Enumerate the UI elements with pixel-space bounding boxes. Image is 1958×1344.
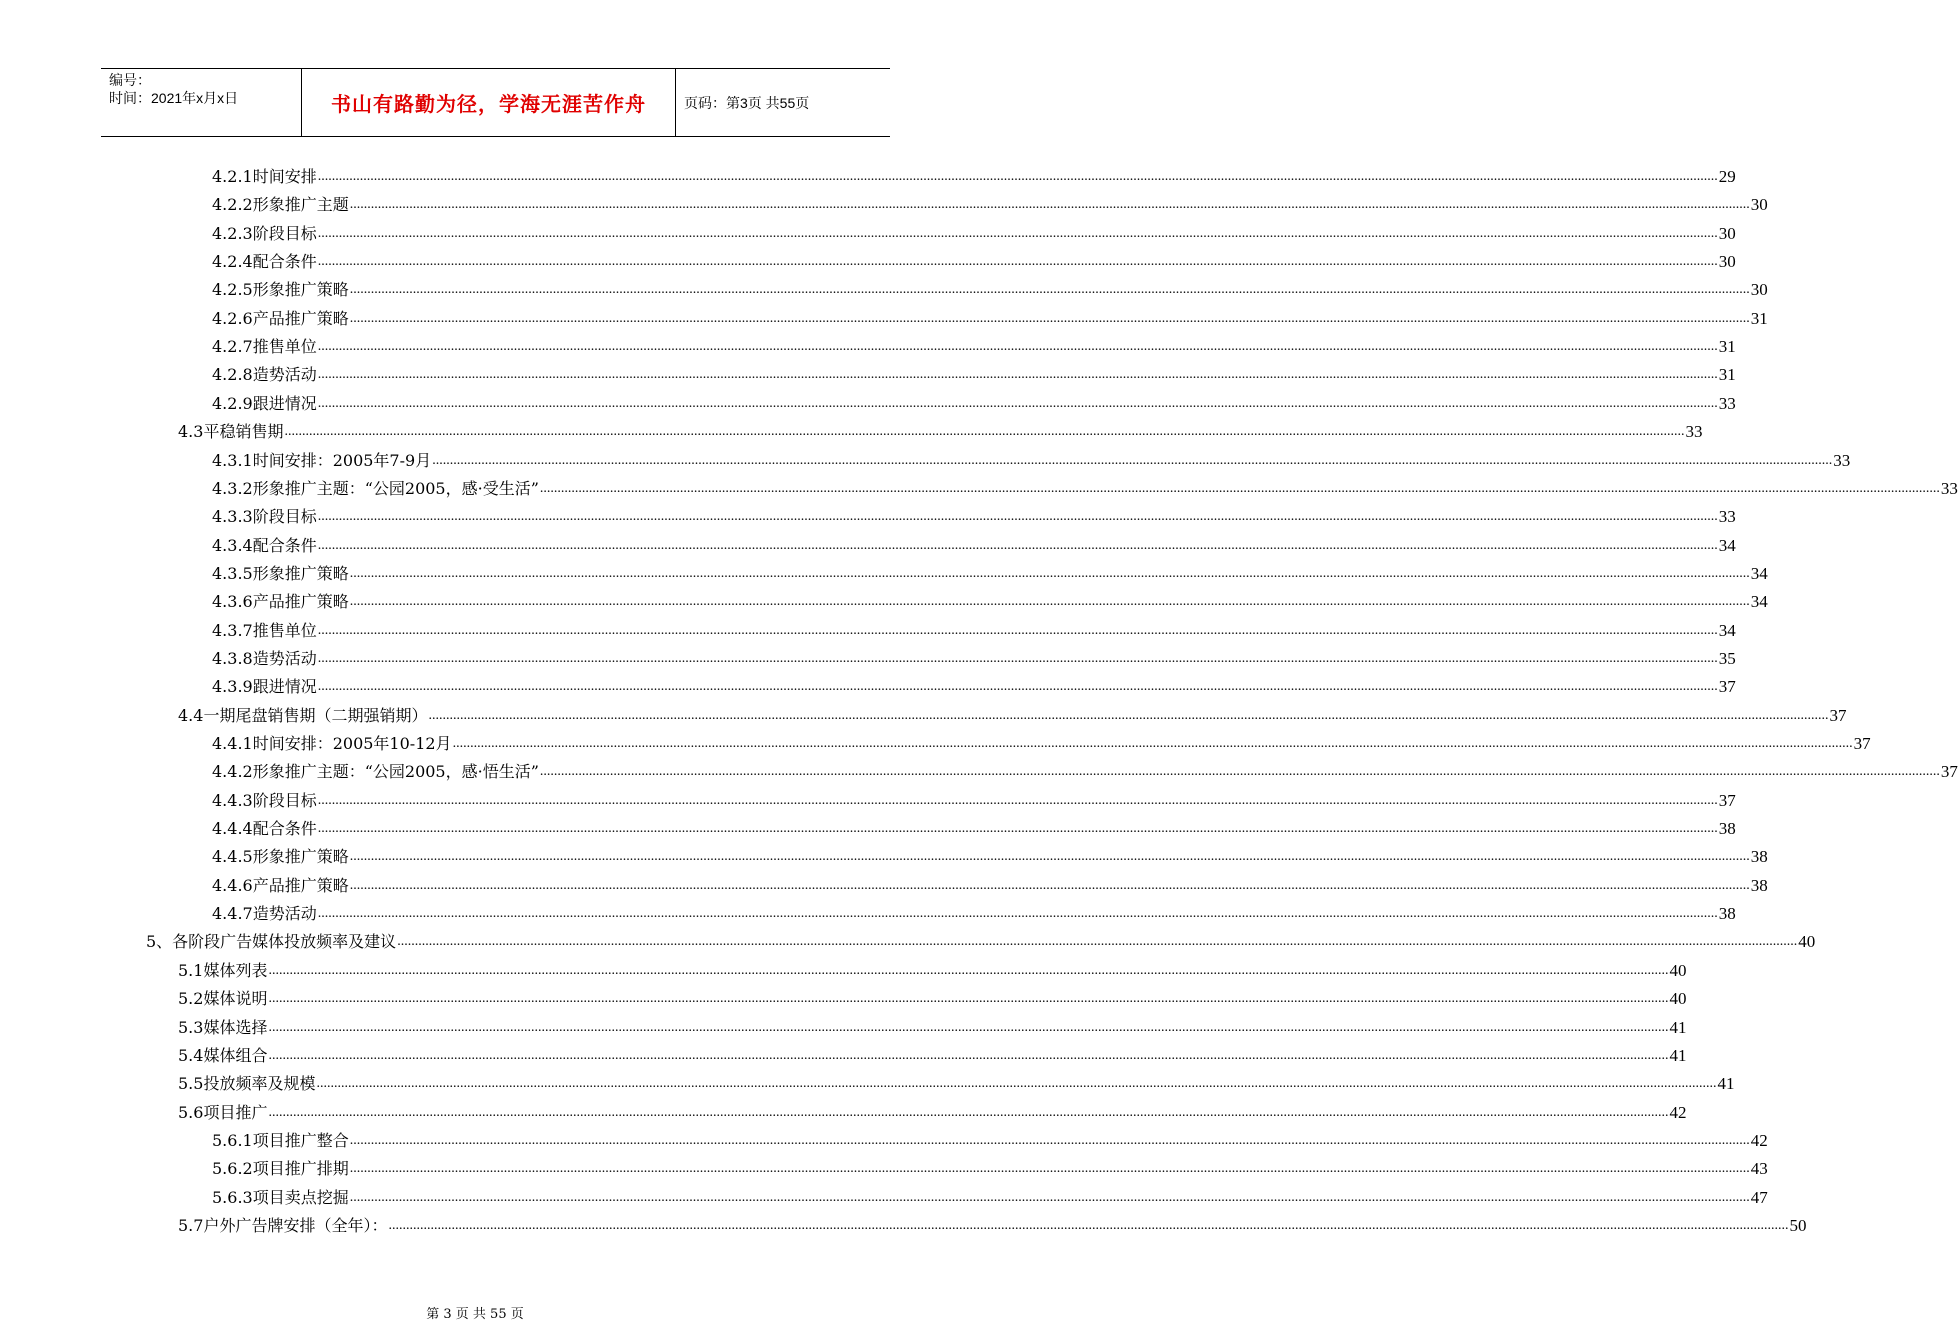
toc-dot-leader: ................................................................................................................................................................................................................................................................................................................................................................................................................ [317, 679, 1718, 695]
toc-entry-page: 38 [1750, 875, 1768, 895]
toc-entry-page: 38 [1750, 847, 1768, 867]
toc-entry-page: 38 [1718, 819, 1736, 839]
toc-entry-label: 4.2.3阶段目标 [212, 223, 317, 243]
toc-dot-leader: ................................................................................................................................................................................................................................................................................................................................................................................................................ [397, 934, 1798, 950]
toc-entry-page: 34 [1750, 592, 1768, 612]
toc-dot-leader: ................................................................................................................................................................................................................................................................................................................................................................................................................ [317, 254, 1718, 270]
toc-dot-leader: ................................................................................................................................................................................................................................................................................................................................................................................................................ [349, 197, 1750, 213]
toc-entry-label: 4.3.5形象推广策略 [212, 563, 349, 583]
toc-dot-leader: ................................................................................................................................................................................................................................................................................................................................................................................................................ [349, 877, 1750, 893]
toc-dot-leader: ................................................................................................................................................................................................................................................................................................................................................................................................................ [317, 339, 1718, 355]
toc-entry[interactable] [212, 329, 1736, 357]
toc-entry-label: 4.2.5形象推广策略 [212, 280, 349, 300]
toc-entry-label: 5、各阶段广告媒体投放频率及建议 [146, 932, 397, 952]
toc-entry[interactable] [212, 839, 1768, 867]
toc-entry-page: 30 [1750, 280, 1768, 300]
header-page-label: 页码：第3页 共55页 [684, 94, 810, 111]
page-header [101, 68, 890, 137]
toc-dot-leader: ................................................................................................................................................................................................................................................................................................................................................................................................................ [317, 225, 1718, 241]
toc-dot-leader: ................................................................................................................................................................................................................................................................................................................................................................................................................ [428, 707, 1829, 723]
toc-entry-page: 30 [1718, 252, 1736, 272]
toc-entry[interactable] [212, 159, 1736, 187]
toc-entry[interactable] [212, 187, 1768, 215]
toc-entry[interactable] [212, 386, 1736, 414]
toc-entry[interactable] [178, 953, 1687, 981]
toc-dot-leader: ................................................................................................................................................................................................................................................................................................................................................................................................................ [317, 509, 1718, 525]
document-time-label: 时间：2021年x月x日 [109, 90, 239, 106]
toc-entry-label: 4.3.8造势活动 [212, 648, 317, 668]
toc-entry[interactable] [212, 528, 1736, 556]
toc-entry-label: 4.2.8造势活动 [212, 365, 317, 385]
toc-entry-page: 40 [1669, 960, 1687, 980]
toc-entry-page: 34 [1718, 535, 1736, 555]
toc-entry[interactable] [212, 1180, 1768, 1208]
toc-entry-label: 5.1媒体列表 [178, 960, 268, 980]
toc-entry[interactable] [212, 641, 1736, 669]
header-motto: 书山有路勤为径，学海无涯苦作舟 [302, 69, 676, 136]
toc-entry[interactable] [212, 216, 1736, 244]
toc-dot-leader: ................................................................................................................................................................................................................................................................................................................................................................................................................ [452, 736, 1853, 751]
toc-entry[interactable] [212, 1151, 1768, 1179]
toc-entry[interactable] [178, 1066, 1735, 1094]
toc-entry[interactable] [212, 811, 1736, 839]
toc-entry-page: 37 [1853, 734, 1871, 753]
toc-dot-leader: ................................................................................................................................................................................................................................................................................................................................................................................................................ [349, 1132, 1750, 1148]
toc-dot-leader: ................................................................................................................................................................................................................................................................................................................................................................................................................ [349, 594, 1750, 610]
toc-entry-label: 4.3.2形象推广主题：“公园2005，感·受生活” [212, 478, 539, 498]
toc-entry-page: 37 [1829, 705, 1847, 725]
toc-entry-label: 5.2媒体说明 [178, 989, 268, 1009]
toc-entry[interactable] [212, 301, 1768, 329]
toc-entry[interactable] [212, 244, 1736, 272]
toc-entry[interactable] [212, 868, 1768, 896]
toc-entry-page: 31 [1718, 337, 1736, 357]
toc-entry[interactable] [178, 414, 1703, 442]
toc-entry-label: 4.4一期尾盘销售期（二期强销期） [178, 705, 428, 725]
toc-dot-leader: ................................................................................................................................................................................................................................................................................................................................................................................................................ [317, 367, 1718, 383]
toc-entry-page: 40 [1669, 989, 1687, 1009]
toc-entry-label: 5.6项目推广 [178, 1102, 268, 1122]
page-footer: 第 3 页 共 55 页 [426, 1307, 524, 1322]
toc-dot-leader: ................................................................................................................................................................................................................................................................................................................................................................................................................ [268, 991, 1669, 1007]
toc-entry[interactable] [178, 1010, 1687, 1038]
toc-dot-leader: ................................................................................................................................................................................................................................................................................................................................................................................................................ [316, 1076, 1717, 1092]
toc-entry-page: 33 [1833, 450, 1851, 470]
toc-entry[interactable] [146, 924, 1816, 952]
toc-entry-label: 4.2.6产品推广策略 [212, 308, 349, 328]
toc-entry-page: 42 [1750, 1130, 1768, 1150]
toc-dot-leader: ................................................................................................................................................................................................................................................................................................................................................................................................................ [317, 622, 1718, 638]
toc-entry-page: 42 [1669, 1102, 1687, 1122]
toc-entry-page: 40 [1798, 932, 1816, 952]
toc-dot-leader: ................................................................................................................................................................................................................................................................................................................................................................................................................ [317, 821, 1718, 837]
toc-dot-leader: ................................................................................................................................................................................................................................................................................................................................................................................................................ [349, 1161, 1750, 1177]
toc-entry-page: 34 [1750, 563, 1768, 583]
toc-entry[interactable] [178, 1038, 1687, 1066]
toc-dot-leader: ................................................................................................................................................................................................................................................................................................................................................................................................................ [349, 310, 1750, 326]
toc-entry-label: 4.3.6产品推广策略 [212, 592, 349, 612]
toc-entry[interactable] [212, 556, 1768, 584]
toc-dot-leader: ................................................................................................................................................................................................................................................................................................................................................................................................................ [268, 1019, 1669, 1035]
toc-entry-page: 41 [1669, 1045, 1687, 1065]
toc-entry-page: 33 [1685, 422, 1703, 442]
toc-entry-page: 43 [1750, 1159, 1768, 1179]
toc-entry[interactable] [212, 272, 1768, 300]
toc-dot-leader: ................................................................................................................................................................................................................................................................................................................................................................................................................ [268, 962, 1669, 978]
toc-dot-leader: ................................................................................................................................................................................................................................................................................................................................................................................................................ [539, 480, 1940, 496]
toc-entry[interactable] [212, 783, 1736, 811]
toc-dot-leader: ................................................................................................................................................................................................................................................................................................................................................................................................................ [539, 764, 1940, 780]
toc-entry-page: 31 [1718, 365, 1736, 385]
toc-entry[interactable] [212, 726, 1871, 754]
toc-entry-page: 41 [1669, 1017, 1687, 1037]
toc-entry[interactable] [212, 584, 1768, 612]
toc-entry-label: 4.4.6产品推广策略 [212, 875, 349, 895]
toc-entry-page: 33 [1940, 478, 1958, 498]
toc-entry-label: 4.4.7造势活动 [212, 904, 317, 924]
toc-entry-label: 5.7户外广告牌安排（全年）： [178, 1215, 388, 1235]
toc-entry-label: 4.4.2形象推广主题：“公园2005，感·悟生活” [212, 762, 539, 782]
toc-entry-label: 4.3.9跟进情况 [212, 677, 317, 697]
toc-dot-leader: ................................................................................................................................................................................................................................................................................................................................................................................................................ [317, 395, 1718, 411]
toc-entry-label: 4.2.2形象推广主题 [212, 195, 349, 215]
toc-entry-label: 4.4.3阶段目标 [212, 790, 317, 810]
toc-dot-leader: ................................................................................................................................................................................................................................................................................................................................................................................................................ [317, 650, 1718, 666]
toc-entry-label: 4.2.4配合条件 [212, 252, 317, 272]
toc-entry-label: 5.6.2项目推广排期 [212, 1159, 349, 1179]
toc-entry-page: 33 [1718, 507, 1736, 527]
toc-entry[interactable] [212, 1123, 1768, 1151]
toc-entry-page: 37 [1718, 790, 1736, 810]
toc-entry-label: 5.5投放频率及规模 [178, 1074, 316, 1094]
toc-entry-page: 38 [1718, 904, 1736, 924]
toc-entry-page: 34 [1718, 620, 1736, 640]
toc-dot-leader: ................................................................................................................................................................................................................................................................................................................................................................................................................ [317, 906, 1718, 922]
toc-entry-page: 31 [1750, 308, 1768, 328]
toc-entry-label: 4.2.1时间安排 [212, 167, 317, 186]
toc-entry[interactable] [212, 357, 1736, 385]
toc-entry[interactable] [212, 669, 1736, 697]
toc-dot-leader: ................................................................................................................................................................................................................................................................................................................................................................................................................ [349, 1189, 1750, 1205]
toc-dot-leader: ................................................................................................................................................................................................................................................................................................................................................................................................................ [349, 282, 1750, 298]
toc-entry[interactable] [178, 1208, 1807, 1236]
toc-dot-leader: ................................................................................................................................................................................................................................................................................................................................................................................................................ [317, 537, 1718, 553]
toc-entry-page: 50 [1789, 1215, 1807, 1235]
toc-entry-page: 37 [1718, 677, 1736, 697]
toc-entry-label: 4.3平稳销售期 [178, 422, 284, 442]
toc-dot-leader: ................................................................................................................................................................................................................................................................................................................................................................................................................ [349, 565, 1750, 581]
toc-entry[interactable] [212, 471, 1958, 499]
toc-entry-label: 4.2.9跟进情况 [212, 393, 317, 413]
toc-entry-label: 4.4.1时间安排：2005年10-12月 [212, 734, 452, 753]
toc-entry-label: 5.3媒体选择 [178, 1017, 268, 1037]
toc-entry-page: 29 [1718, 167, 1736, 186]
toc-entry[interactable] [212, 754, 1958, 782]
toc-entry[interactable] [212, 896, 1736, 924]
toc-dot-leader: ................................................................................................................................................................................................................................................................................................................................................................................................................ [432, 452, 1833, 468]
toc-entry[interactable] [178, 698, 1847, 726]
document-code-label: 编号： [109, 72, 151, 88]
toc-entry[interactable] [178, 981, 1687, 1009]
toc-entry-page: 33 [1718, 393, 1736, 413]
toc-entry-label: 4.3.1时间安排：2005年7-9月 [212, 450, 432, 470]
toc-dot-leader: ................................................................................................................................................................................................................................................................................................................................................................................................................ [317, 169, 1718, 184]
toc-entry-page: 30 [1750, 195, 1768, 215]
toc-dot-leader: ................................................................................................................................................................................................................................................................................................................................................................................................................ [349, 849, 1750, 865]
toc-entry-label: 4.3.4配合条件 [212, 535, 317, 555]
toc-entry[interactable] [212, 613, 1736, 641]
toc-entry[interactable] [212, 499, 1736, 527]
toc-dot-leader: ................................................................................................................................................................................................................................................................................................................................................................................................................ [268, 1104, 1669, 1120]
toc-entry[interactable] [178, 1095, 1687, 1123]
toc-dot-leader: ................................................................................................................................................................................................................................................................................................................................................................................................................ [317, 792, 1718, 808]
toc-entry-label: 4.2.7推售单位 [212, 337, 317, 357]
toc-entry-label: 5.6.3项目卖点挖掘 [212, 1187, 349, 1207]
header-meta [101, 69, 302, 136]
toc-entry-label: 4.3.3阶段目标 [212, 507, 317, 527]
toc-entry-label: 4.4.4配合条件 [212, 819, 317, 839]
toc-entry-page: 41 [1717, 1074, 1735, 1094]
toc-entry-page: 47 [1750, 1187, 1768, 1207]
toc-dot-leader: ................................................................................................................................................................................................................................................................................................................................................................................................................ [268, 1047, 1669, 1063]
toc-entry-label: 4.3.7推售单位 [212, 620, 317, 640]
toc-entry-label: 4.4.5形象推广策略 [212, 847, 349, 867]
toc-entry-page: 37 [1940, 762, 1958, 782]
toc-entry-page: 35 [1718, 648, 1736, 668]
toc-entry-label: 5.4媒体组合 [178, 1045, 268, 1065]
toc-dot-leader: ................................................................................................................................................................................................................................................................................................................................................................................................................ [388, 1217, 1789, 1233]
toc-entry[interactable] [212, 443, 1851, 471]
toc-dot-leader: ................................................................................................................................................................................................................................................................................................................................................................................................................ [284, 424, 1685, 440]
toc-entry-label: 5.6.1项目推广整合 [212, 1130, 349, 1150]
toc-entry-page: 30 [1718, 223, 1736, 243]
